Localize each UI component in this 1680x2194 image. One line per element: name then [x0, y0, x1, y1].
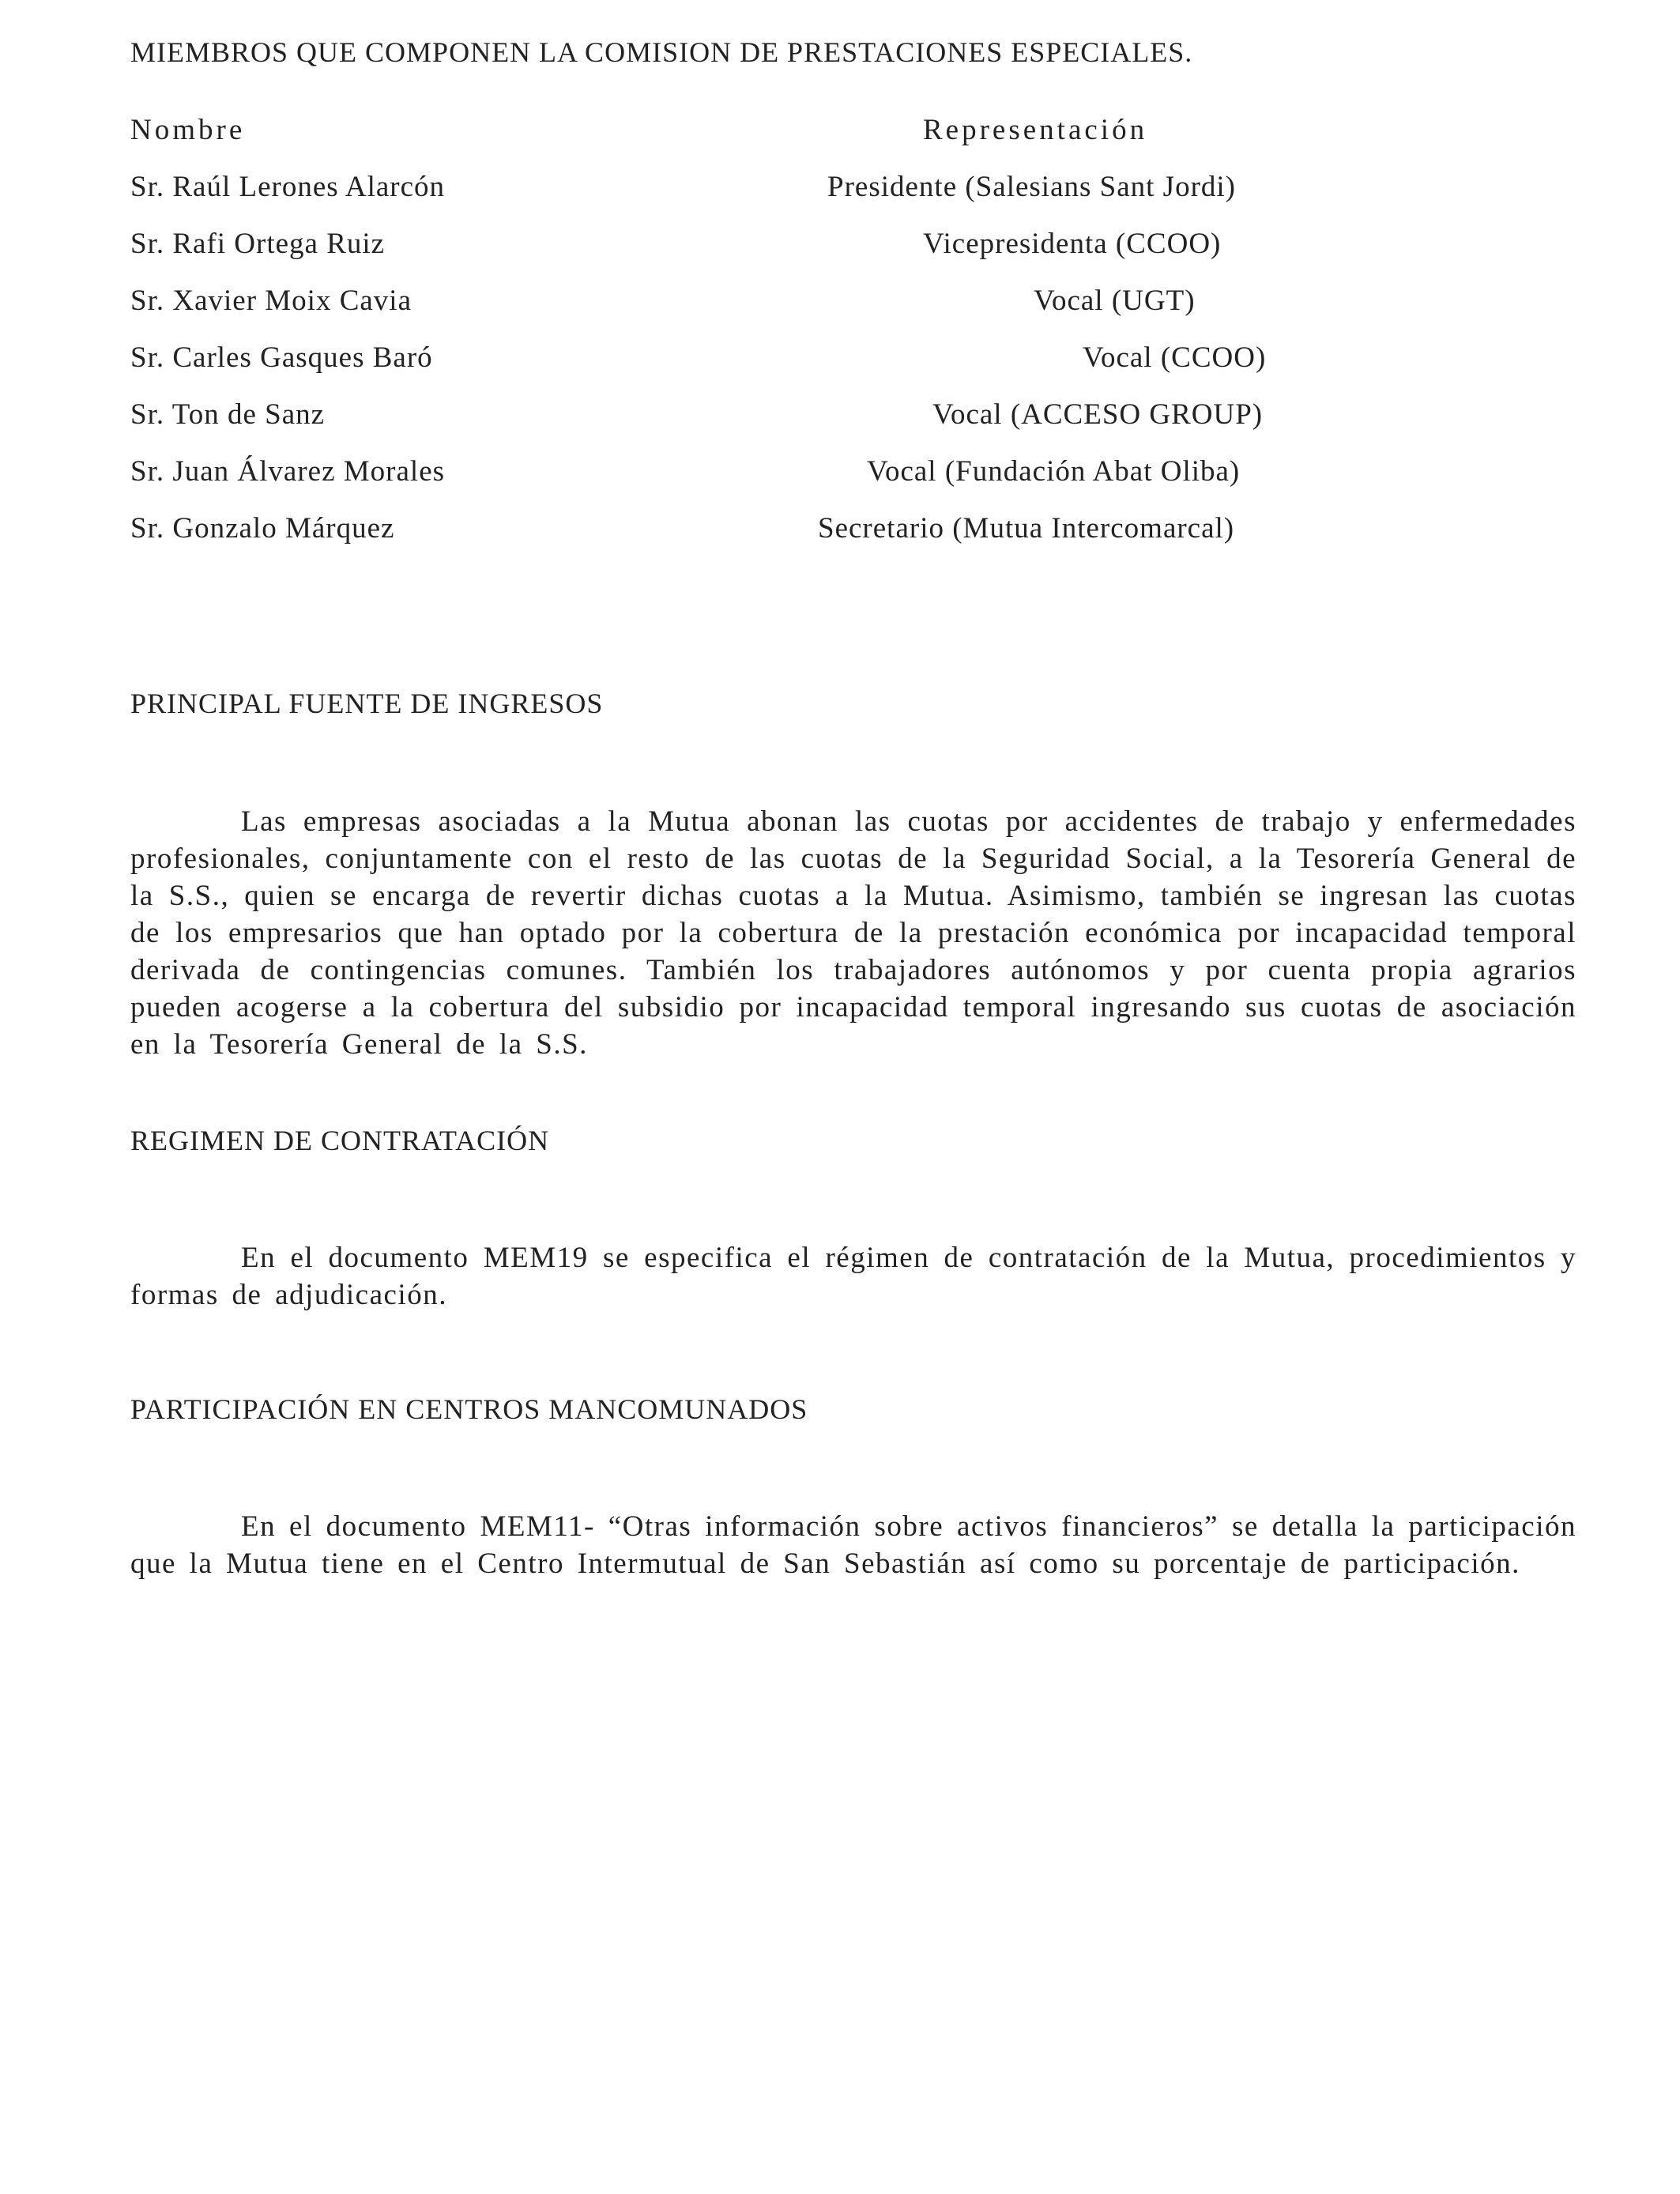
participation-paragraph-text: En el documento MEM11- “Otras información sobre activos financieros” se detalla la participación que la Mutua tiene en el Centro Intermutual de San Sebastián así como su porcentaje de participación.	[130, 1510, 1576, 1580]
member-role: Vocal (Fundación Abat Oliba)	[867, 455, 1241, 488]
income-section-title: PRINCIPAL FUENTE DE INGRESOS	[130, 688, 604, 719]
member-name: Sr. Raúl Lerones Alarcón	[130, 171, 446, 203]
table-row	[130, 514, 1576, 571]
income-paragraph-text: Las empresas asociadas a la Mutua abonan las cuotas por accidentes de trabajo y enfermedades profesionales, conjuntamente con el resto de las cuotas de la Seguridad Social, a la Tesorería General de la S.S., quien se encarga de revertir dichas cuotas a la Mutua. Asimismo, también se ingresan las cuotas de los empresarios que han optado por la cobertura de la prestación económica por incapacidad temporal derivada de contingencias comunes. También los trabajadores autónomos y por cuenta propia agrarios pueden acogerse a la cobertura del subsidio por incapacidad temporal ingresando sus cuotas de asociación en la Tesorería General de la S.S.	[130, 805, 1576, 1061]
member-name: Sr. Rafi Ortega Ruiz	[130, 228, 386, 260]
members-section-title: MIEMBROS QUE COMPONEN LA COMISION DE PRESTACIONES ESPECIALES.	[130, 36, 1193, 68]
participation-paragraph	[130, 1508, 1576, 1582]
member-name: Sr. Juan Álvarez Morales	[130, 455, 446, 488]
member-role: Presidente (Salesians Sant Jordi)	[827, 171, 1236, 203]
table-row	[130, 457, 1576, 514]
table-row	[130, 229, 1576, 286]
member-name: Sr. Ton de Sanz	[130, 398, 326, 431]
column-header-name: Nombre	[130, 114, 246, 146]
member-name: Sr. Carles Gasques Baró	[130, 341, 433, 374]
member-name: Sr. Gonzalo Márquez	[130, 512, 395, 545]
income-paragraph	[130, 803, 1576, 1063]
members-table	[130, 115, 1576, 571]
member-role: Vocal (CCOO)	[1083, 341, 1267, 374]
column-header-role: Representación	[923, 114, 1148, 146]
member-role: Vicepresidenta (CCOO)	[923, 228, 1222, 260]
table-row	[130, 286, 1576, 343]
table-header-row	[130, 115, 1576, 172]
table-row	[130, 343, 1576, 400]
table-row	[130, 172, 1576, 229]
member-role: Secretario (Mutua Intercomarcal)	[818, 512, 1235, 545]
contracting-paragraph	[130, 1239, 1576, 1314]
member-name: Sr. Xavier Moix Cavia	[130, 285, 412, 317]
table-row	[130, 400, 1576, 457]
member-role: Vocal (UGT)	[1034, 285, 1196, 317]
contracting-paragraph-text: En el documento MEM19 se especifica el régimen de contratación de la Mutua, procedimientos y formas de adjudicación.	[130, 1242, 1576, 1311]
contracting-section-title: REGIMEN DE CONTRATACIÓN	[130, 1125, 550, 1156]
participation-section-title: PARTICIPACIÓN EN CENTROS MANCOMUNADOS	[130, 1393, 808, 1425]
member-role: Vocal (ACCESO GROUP)	[932, 398, 1264, 431]
